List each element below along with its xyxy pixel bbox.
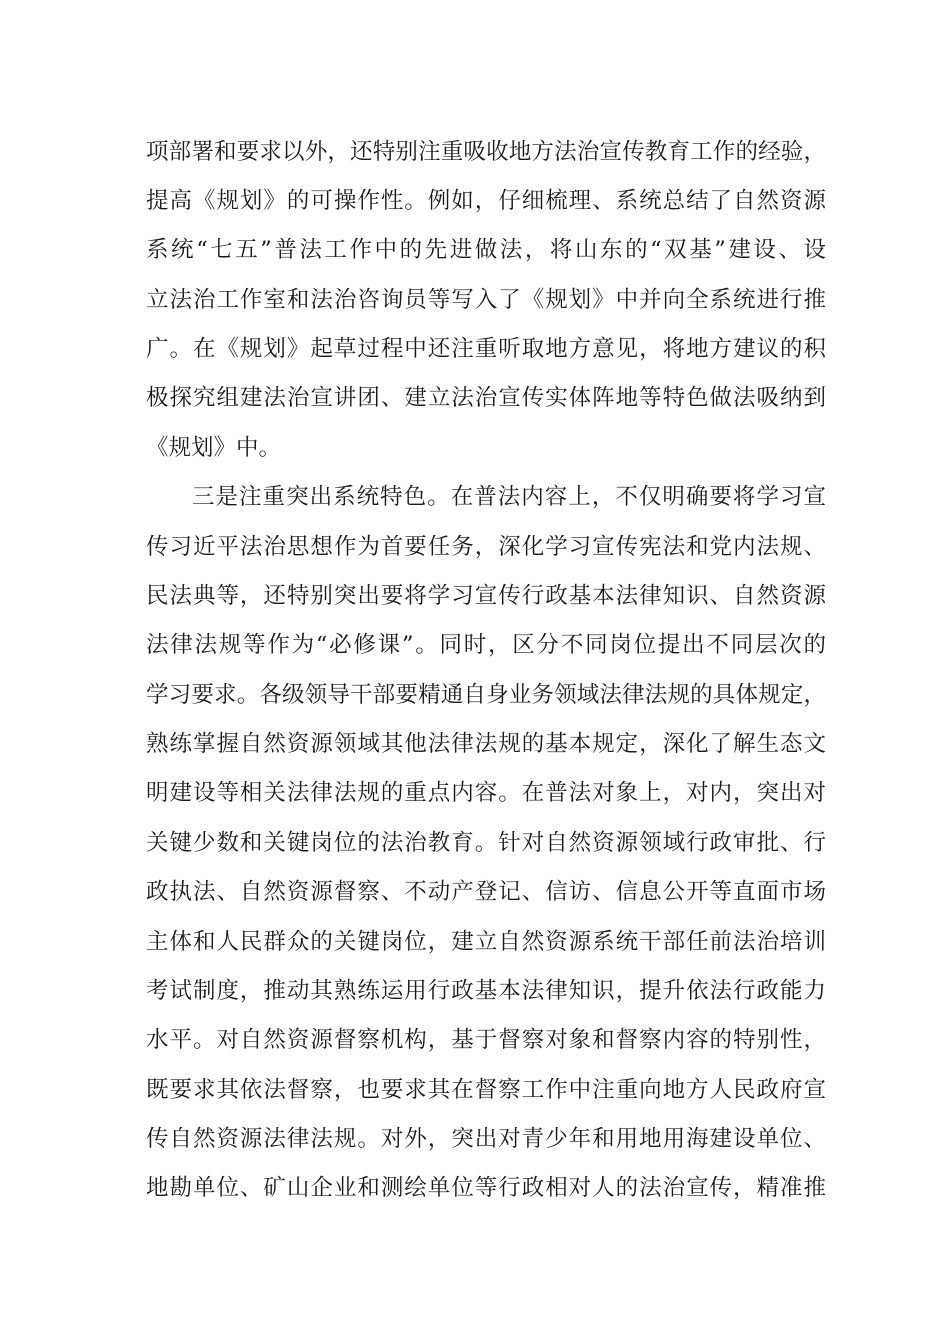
- text-line: 水平。对自然资源督察机构，基于督察对象和督察内容的特别性，: [146, 1027, 826, 1053]
- paragraph-end-line: 《规划》中。: [146, 435, 282, 461]
- text-line: 系统“七五”普法工作中的先进做法，将山东的“双基”建设、设: [146, 237, 826, 263]
- text-line: 既要求其依法督察，也要求其在督察工作中注重向地方人民政府宣: [146, 1077, 826, 1103]
- text-line: 政执法、自然资源督察、不动产登记、信访、信息公开等直面市场: [146, 879, 826, 905]
- text-line: 立法治工作室和法治咨询员等写入了《规划》中并向全系统进行推: [146, 287, 826, 313]
- text-line: 传自然资源法律法规。对外，突出对青少年和用地用海建设单位、: [146, 1126, 826, 1152]
- text-line: 项部署和要求以外，还特别注重吸收地方法治宣传教育工作的经验，: [146, 139, 826, 165]
- text-line: 广。在《规划》起草过程中还注重听取地方意见，将地方建议的积: [146, 336, 826, 362]
- text-line: 熟练掌握自然资源领域其他法律法规的基本规定，深化了解生态文: [146, 731, 826, 757]
- text-line: 主体和人民群众的关键岗位，建立自然资源系统干部任前法治培训: [146, 929, 826, 955]
- text-line: 地勘单位、矿山企业和测绘单位等行政相对人的法治宣传，精准推: [146, 1175, 826, 1201]
- text-line: 法律法规等作为“必修课”。同时，区分不同岗位提出不同层次的: [146, 632, 826, 658]
- paragraph-first-line: 三是注重突出系统特色。在普法内容上，不仅明确要将学习宣: [192, 484, 826, 510]
- text-line: 传习近平法治思想作为首要任务，深化学习宣传宪法和党内法规、: [146, 534, 826, 560]
- text-line: 提高《规划》的可操作性。例如，仔细梳理、系统总结了自然资源: [146, 188, 826, 214]
- text-line: 学习要求。各级领导干部要精通自身业务领域法律法规的具体规定，: [146, 682, 826, 708]
- text-line: 考试制度，推动其熟练运用行政基本法律知识，提升依法行政能力: [146, 978, 826, 1004]
- text-line: 明建设等相关法律法规的重点内容。在普法对象上，对内，突出对: [146, 780, 826, 806]
- text-line: 民法典等，还特别突出要将学习宣传行政基本法律知识、自然资源: [146, 583, 826, 609]
- text-line: 极探究组建法治宣讲团、建立法治宣传实体阵地等特色做法吸纳到: [146, 385, 826, 411]
- text-line: 关键少数和关键岗位的法治教育。针对自然资源领域行政审批、行: [146, 830, 826, 856]
